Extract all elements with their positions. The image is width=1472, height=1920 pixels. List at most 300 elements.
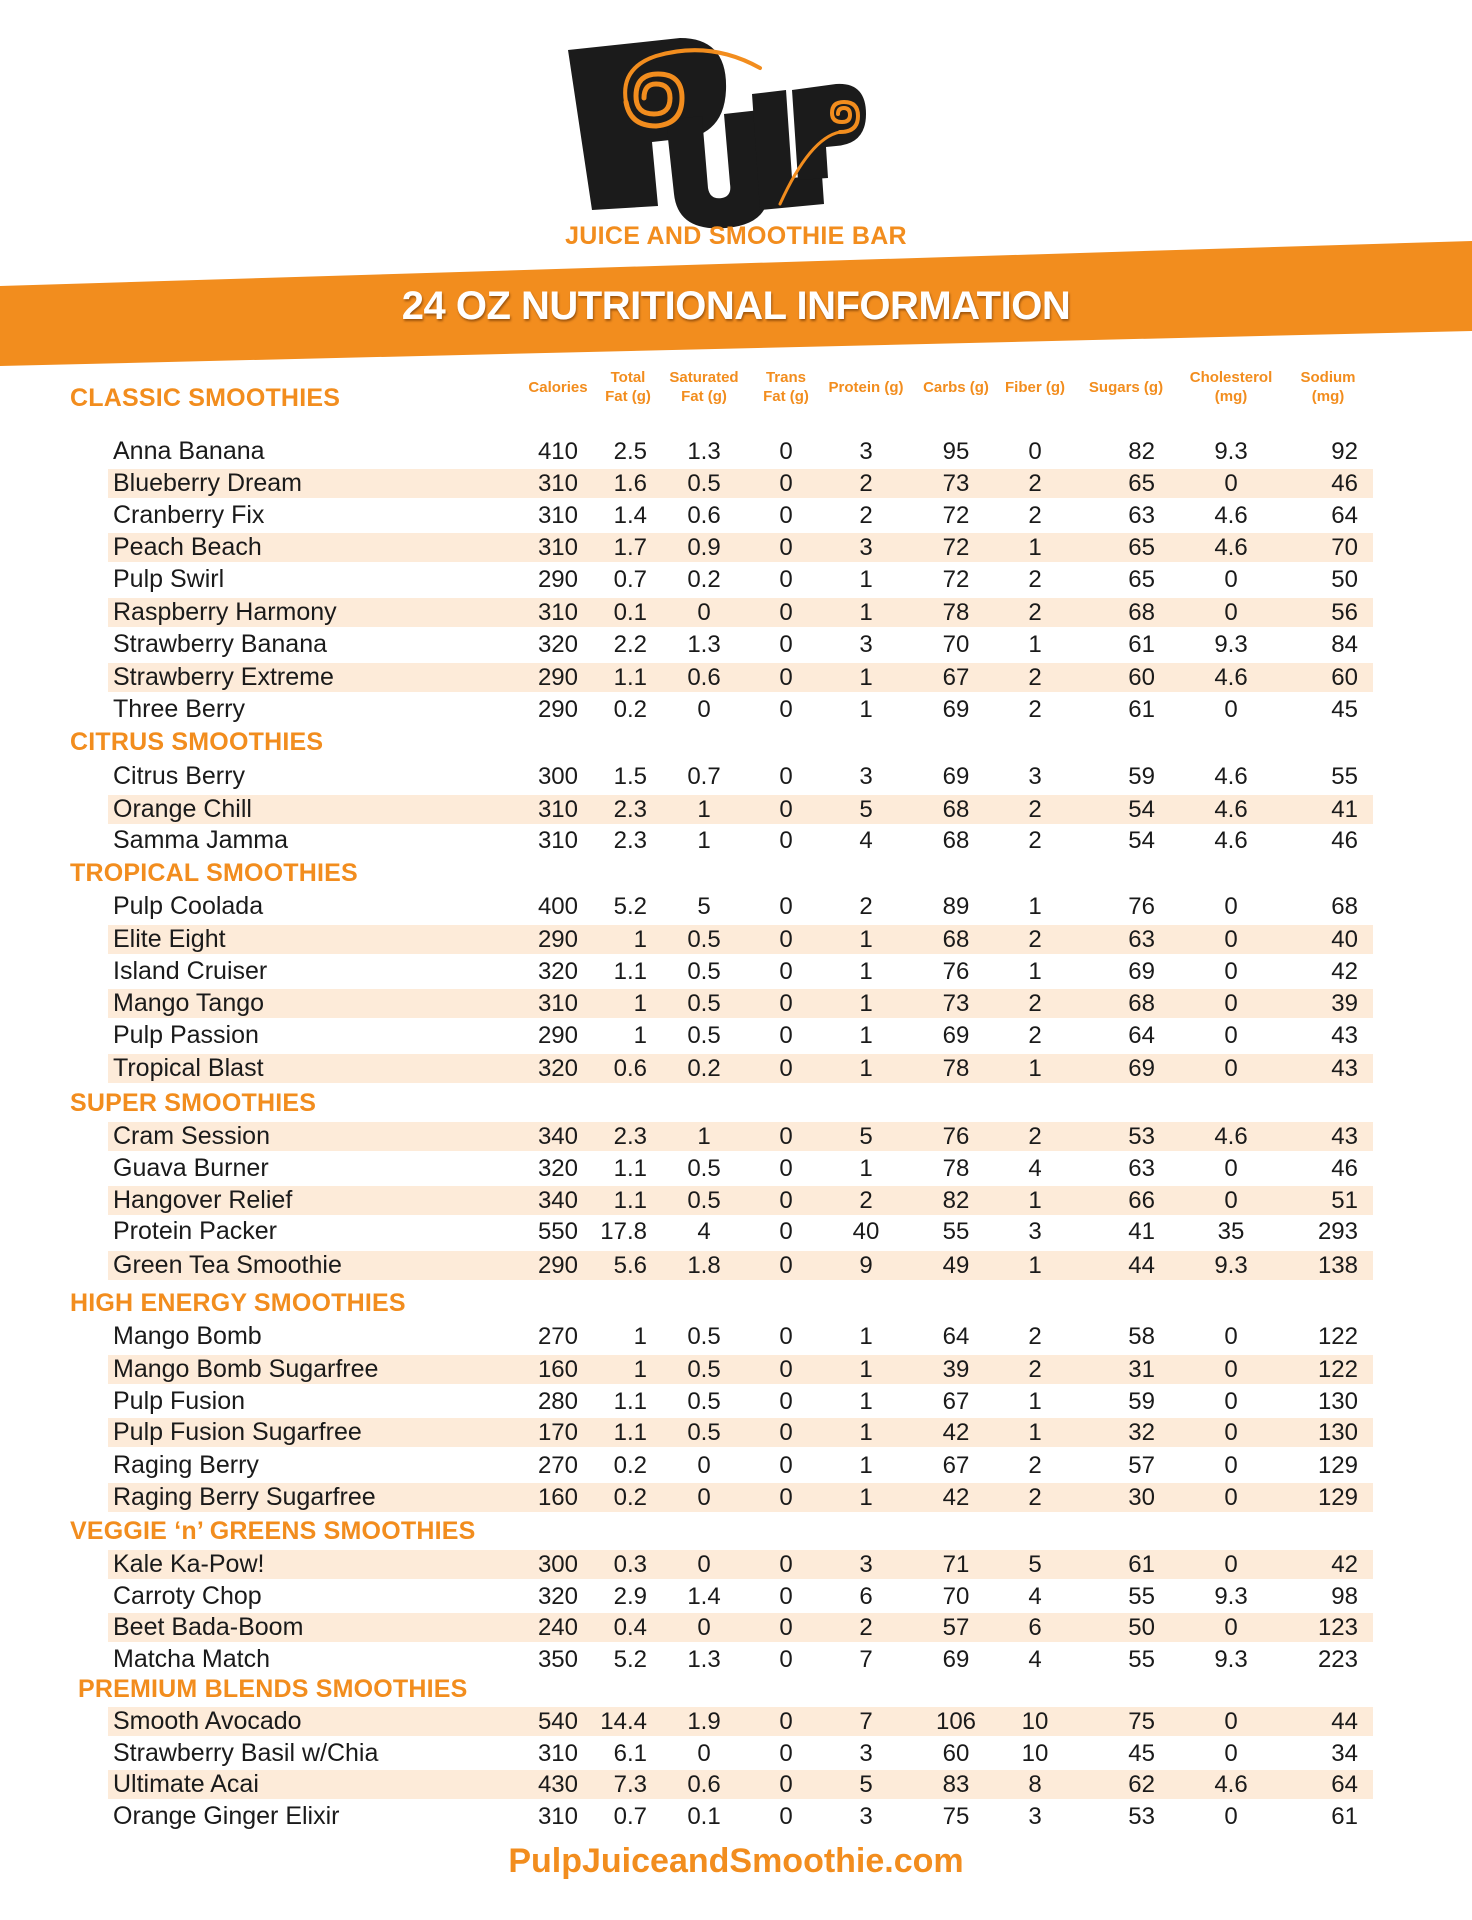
nutrition-value: 63 — [1128, 926, 1155, 953]
nutrition-value: 310 — [537, 599, 578, 626]
nutrition-value: 76 — [1128, 893, 1155, 920]
nutrition-value: 9 — [859, 1252, 873, 1279]
section-title: SUPER SMOOTHIES — [70, 1089, 317, 1117]
nutrition-value: 0 — [779, 696, 793, 723]
nutrition-value: 40 — [852, 1218, 880, 1245]
item-name: Citrus Berry — [113, 762, 245, 790]
nutrition-value: 0 — [1224, 470, 1238, 497]
nutrition-value: 1.8 — [687, 1252, 721, 1279]
nutrition-value: 0 — [1224, 696, 1238, 723]
nutrition-value: 57 — [1128, 1452, 1155, 1479]
nutrition-value: 42 — [1331, 1551, 1358, 1578]
nutrition-value: 78 — [942, 1155, 970, 1182]
nutrition-value: 2 — [859, 502, 873, 529]
table-row — [108, 1550, 1373, 1579]
table-row — [108, 1613, 1373, 1642]
nutrition-value: 138 — [1317, 1252, 1358, 1279]
nutrition-value: 50 — [1128, 1614, 1155, 1641]
nutrition-value: 39 — [942, 1356, 970, 1383]
table-row — [108, 1355, 1373, 1384]
nutrition-value: 32 — [1128, 1419, 1155, 1446]
nutrition-value: 2 — [1028, 1484, 1042, 1511]
nutrition-value: 3 — [859, 1740, 873, 1767]
nutrition-value: 5 — [1028, 1551, 1042, 1578]
nutrition-value: 55 — [1128, 1583, 1155, 1610]
nutrition-value: 1.4 — [687, 1583, 721, 1610]
item-name: Kale Ka-Pow! — [113, 1550, 265, 1578]
nutrition-value: 45 — [1128, 1740, 1155, 1767]
nutrition-value: 2 — [1028, 1323, 1042, 1350]
nutrition-value: 0.2 — [687, 566, 721, 593]
nutrition-value: 2 — [1028, 1022, 1042, 1049]
nutrition-value: 0.5 — [687, 1419, 721, 1446]
nutrition-value: 290 — [537, 566, 578, 593]
nutrition-value: 0 — [697, 1551, 711, 1578]
nutrition-value: 63 — [1128, 502, 1155, 529]
nutrition-value: 1 — [1028, 1055, 1042, 1082]
nutrition-value: 43 — [1331, 1022, 1358, 1049]
nutrition-value: 1 — [859, 990, 873, 1017]
nutrition-value: 1 — [633, 1323, 647, 1350]
item-name: Tropical Blast — [113, 1054, 264, 1082]
item-name: Mango Bomb — [113, 1322, 262, 1350]
nutrition-value: 0 — [779, 1055, 793, 1082]
item-name: Beet Bada-Boom — [113, 1613, 304, 1641]
nutrition-value: 1 — [1028, 631, 1042, 658]
nutrition-value: 310 — [537, 796, 578, 823]
nutrition-value: 290 — [537, 926, 578, 953]
item-name: Cram Session — [113, 1122, 270, 1150]
nutrition-value: 61 — [1331, 1803, 1358, 1830]
nutrition-value: 350 — [537, 1646, 578, 1673]
nutrition-value: 68 — [942, 926, 970, 953]
nutrition-value: 0 — [779, 1708, 793, 1735]
nutrition-value: 2 — [1028, 1452, 1042, 1479]
nutrition-value: 0.5 — [687, 958, 721, 985]
nutrition-value: 1.1 — [613, 664, 647, 691]
column-header: Fiber (g) — [1005, 378, 1065, 396]
nutrition-value: 59 — [1128, 1388, 1155, 1415]
nutrition-value: 310 — [537, 1740, 578, 1767]
nutrition-value: 0 — [779, 1452, 793, 1479]
nutrition-value: 0 — [1224, 1187, 1238, 1214]
nutrition-value: 0 — [1028, 438, 1042, 465]
nutrition-value: 2 — [1028, 990, 1042, 1017]
nutrition-value: 0.4 — [613, 1614, 647, 1641]
nutrition-value: 2.3 — [613, 796, 647, 823]
item-name: Peach Beach — [113, 533, 262, 561]
nutrition-value: 70 — [1331, 534, 1358, 561]
nutrition-value: 69 — [1128, 958, 1155, 985]
nutrition-value: 72 — [942, 502, 970, 529]
nutrition-value: 2 — [1028, 1123, 1042, 1150]
nutrition-value: 0 — [1224, 893, 1238, 920]
table-row — [108, 695, 1373, 724]
nutrition-value: 0 — [779, 1484, 793, 1511]
nutrition-value: 0 — [779, 502, 793, 529]
nutrition-value: 4 — [1028, 1646, 1042, 1673]
nutrition-value: 0.7 — [613, 566, 647, 593]
nutrition-value: 123 — [1317, 1614, 1358, 1641]
nutrition-value: 2 — [859, 893, 873, 920]
item-name: Pulp Coolada — [113, 892, 264, 920]
nutrition-value: 3 — [859, 1803, 873, 1830]
page-title: 24 OZ NUTRITIONAL INFORMATION — [401, 284, 1071, 328]
nutrition-value: 270 — [537, 1452, 578, 1479]
nutrition-value: 1.5 — [613, 763, 647, 790]
nutrition-value: 68 — [1331, 893, 1358, 920]
nutrition-value: 240 — [537, 1614, 578, 1641]
section-title: CLASSIC SMOOTHIES — [70, 384, 341, 412]
nutrition-value: 3 — [859, 438, 873, 465]
nutrition-value: 4 — [859, 827, 873, 854]
nutrition-value: 60 — [942, 1740, 970, 1767]
nutrition-value: 2 — [1028, 796, 1042, 823]
nutrition-value: 4.6 — [1214, 827, 1248, 854]
nutrition-value: 310 — [537, 1803, 578, 1830]
section-title: PREMIUM BLENDS SMOOTHIES — [78, 1675, 468, 1703]
nutrition-value: 1 — [1028, 958, 1042, 985]
nutrition-value: 0.7 — [687, 763, 721, 790]
table-row — [108, 565, 1373, 594]
nutrition-value: 17.8 — [600, 1218, 647, 1245]
nutrition-value: 1 — [697, 796, 711, 823]
nutrition-value: 5.6 — [613, 1252, 647, 1279]
nutrition-value: 67 — [942, 1388, 970, 1415]
nutrition-value: 0 — [1224, 1614, 1238, 1641]
nutrition-value: 55 — [1331, 763, 1358, 790]
nutrition-value: 0 — [1224, 1356, 1238, 1383]
nutrition-value: 0.5 — [687, 926, 721, 953]
nutrition-value: 0.5 — [687, 1323, 721, 1350]
nutrition-value: 5.2 — [613, 893, 647, 920]
nutrition-value: 2 — [1028, 696, 1042, 723]
nutrition-value: 0.2 — [613, 696, 647, 723]
nutrition-value: 1 — [859, 1388, 873, 1415]
nutrition-value: 1 — [859, 1055, 873, 1082]
nutrition-value: 0 — [779, 664, 793, 691]
nutrition-value: 68 — [1128, 599, 1155, 626]
nutrition-value: 40 — [1331, 926, 1358, 953]
item-name: Three Berry — [113, 695, 245, 723]
nutrition-value: 3 — [859, 534, 873, 561]
item-name: Strawberry Basil w/Chia — [113, 1739, 379, 1767]
nutrition-value: 0 — [1224, 1484, 1238, 1511]
nutrition-value: 1.1 — [613, 1155, 647, 1182]
nutrition-value: 0 — [779, 1252, 793, 1279]
nutrition-value: 2 — [859, 1187, 873, 1214]
item-name: Ultimate Acai — [113, 1770, 259, 1798]
nutrition-value: 9.3 — [1214, 631, 1248, 658]
section-title: VEGGIE ‘n’ GREENS SMOOTHIES — [70, 1517, 476, 1545]
nutrition-value: 4.6 — [1214, 1771, 1248, 1798]
nutrition-value: 122 — [1317, 1323, 1358, 1350]
nutrition-value: 0.2 — [613, 1484, 647, 1511]
nutrition-value: 1 — [859, 599, 873, 626]
nutrition-value: 64 — [942, 1323, 970, 1350]
nutrition-value: 1 — [859, 1419, 873, 1446]
nutrition-value: 0 — [697, 1484, 711, 1511]
nutrition-value: 1 — [859, 1155, 873, 1182]
nutrition-value: 84 — [1331, 631, 1358, 658]
nutrition-value: 0 — [1224, 1551, 1238, 1578]
nutrition-value: 1 — [633, 990, 647, 1017]
nutrition-value: 69 — [942, 1022, 970, 1049]
nutrition-value: 320 — [537, 1155, 578, 1182]
nutrition-value: 83 — [942, 1771, 970, 1798]
nutrition-value: 65 — [1128, 470, 1155, 497]
nutrition-value: 69 — [1128, 1055, 1155, 1082]
nutrition-value: 39 — [1331, 990, 1358, 1017]
nutrition-value: 95 — [942, 438, 970, 465]
nutrition-value: 0 — [779, 1323, 793, 1350]
nutrition-value: 2 — [1028, 1356, 1042, 1383]
nutrition-value: 9.3 — [1214, 1646, 1248, 1673]
nutrition-value: 41 — [1128, 1218, 1155, 1245]
nutrition-value: 290 — [537, 696, 578, 723]
nutrition-value: 0.6 — [613, 1055, 647, 1082]
nutrition-value: 1 — [1028, 1419, 1042, 1446]
nutrition-value: 5 — [697, 893, 711, 920]
nutrition-value: 54 — [1128, 827, 1155, 854]
nutrition-value: 4.6 — [1214, 534, 1248, 561]
nutrition-value: 0.5 — [687, 990, 721, 1017]
nutrition-value: 0 — [1224, 990, 1238, 1017]
nutrition-value: 0 — [779, 1218, 793, 1245]
section-title: CITRUS SMOOTHIES — [70, 728, 324, 756]
nutrition-value: 1 — [859, 1022, 873, 1049]
item-name: Matcha Match — [113, 1645, 271, 1673]
nutrition-value: 0 — [779, 1022, 793, 1049]
nutrition-value: 2 — [859, 470, 873, 497]
nutrition-value: 2 — [859, 1614, 873, 1641]
table-row — [108, 1770, 1373, 1799]
nutrition-value: 1 — [859, 696, 873, 723]
column-header: Cholesterol (mg) — [1189, 369, 1273, 405]
nutrition-value: 223 — [1317, 1646, 1358, 1673]
nutrition-value: 6 — [1028, 1614, 1042, 1641]
nutrition-value: 1.3 — [687, 438, 721, 465]
nutrition-value: 0 — [779, 1155, 793, 1182]
nutrition-value: 290 — [537, 1252, 578, 1279]
item-name: Elite Eight — [113, 925, 226, 953]
nutrition-value: 0.3 — [613, 1551, 647, 1578]
nutrition-value: 65 — [1128, 566, 1155, 593]
nutrition-value: 410 — [537, 438, 578, 465]
nutrition-value: 43 — [1331, 1123, 1358, 1150]
nutrition-value: 340 — [537, 1187, 578, 1214]
table-row — [108, 1418, 1373, 1447]
nutrition-value: 59 — [1128, 763, 1155, 790]
nutrition-value: 1 — [697, 827, 711, 854]
nutrition-value: 290 — [537, 1022, 578, 1049]
nutrition-value: 69 — [942, 696, 970, 723]
nutrition-value: 160 — [537, 1356, 578, 1383]
nutrition-value: 550 — [537, 1218, 578, 1245]
item-name: Pulp Fusion Sugarfree — [113, 1418, 362, 1446]
nutrition-value: 0 — [779, 1803, 793, 1830]
nutrition-value: 0.5 — [687, 1155, 721, 1182]
nutrition-value: 0 — [1224, 1022, 1238, 1049]
nutrition-value: 0 — [779, 958, 793, 985]
item-name: Mango Bomb Sugarfree — [113, 1355, 379, 1383]
nutrition-value: 7 — [859, 1708, 873, 1735]
table-row — [108, 1054, 1373, 1083]
table-row — [108, 1739, 1373, 1768]
nutrition-value: 89 — [942, 893, 970, 920]
nutrition-value: 61 — [1128, 696, 1155, 723]
nutrition-value: 0 — [779, 1388, 793, 1415]
item-name: Island Cruiser — [113, 957, 268, 985]
nutrition-value: 45 — [1331, 696, 1358, 723]
table-row — [108, 533, 1373, 562]
nutrition-value: 0.5 — [687, 1187, 721, 1214]
table-row — [108, 1483, 1373, 1512]
nutrition-value: 130 — [1317, 1419, 1358, 1446]
nutrition-value: 1.1 — [613, 958, 647, 985]
column-header: Carbs (g) — [923, 378, 989, 396]
nutrition-value: 1 — [859, 1452, 873, 1479]
nutrition-value: 0 — [1224, 1323, 1238, 1350]
nutrition-value: 73 — [942, 470, 970, 497]
nutrition-value: 78 — [942, 1055, 970, 1082]
nutrition-value: 3 — [1028, 763, 1042, 790]
nutrition-value: 320 — [537, 631, 578, 658]
column-header: Saturated Fat (g) — [669, 369, 739, 405]
nutrition-value: 340 — [537, 1123, 578, 1150]
nutrition-value: 320 — [537, 1583, 578, 1610]
nutrition-value: 3 — [859, 631, 873, 658]
nutrition-value: 1 — [1028, 1388, 1042, 1415]
table-row — [108, 1322, 1373, 1351]
item-name: Raging Berry — [113, 1451, 259, 1479]
nutrition-value: 8 — [1028, 1771, 1042, 1798]
item-name: Strawberry Banana — [113, 630, 328, 658]
nutrition-value: 60 — [1331, 664, 1358, 691]
nutrition-value: 130 — [1317, 1388, 1358, 1415]
nutrition-value: 0 — [1224, 958, 1238, 985]
nutrition-value: 92 — [1331, 438, 1358, 465]
nutrition-value: 55 — [942, 1218, 970, 1245]
table-row — [108, 437, 1373, 466]
nutrition-value: 2 — [1028, 502, 1042, 529]
nutrition-value: 0 — [1224, 1803, 1238, 1830]
item-name: Protein Packer — [113, 1217, 277, 1245]
nutrition-value: 0 — [779, 1740, 793, 1767]
nutrition-value: 0 — [779, 1551, 793, 1578]
nutrition-value: 4.6 — [1214, 502, 1248, 529]
nutrition-value: 160 — [537, 1484, 578, 1511]
website-link[interactable]: PulpJuiceandSmoothie.com — [508, 1842, 964, 1880]
nutrition-value: 70 — [942, 1583, 970, 1610]
nutrition-value: 64 — [1331, 502, 1358, 529]
nutrition-value: 0 — [779, 893, 793, 920]
nutrition-value: 4.6 — [1214, 664, 1248, 691]
nutrition-value: 34 — [1331, 1740, 1358, 1767]
nutrition-value: 5.2 — [613, 1646, 647, 1673]
nutrition-value: 9.3 — [1214, 438, 1248, 465]
nutrition-value: 76 — [942, 1123, 970, 1150]
item-name: Orange Chill — [113, 795, 252, 823]
item-name: Strawberry Extreme — [113, 663, 334, 691]
table-row — [108, 1582, 1373, 1611]
item-name: Anna Banana — [113, 437, 265, 465]
nutrition-value: 0 — [1224, 1740, 1238, 1767]
tagline: JUICE AND SMOOTHIE BAR — [565, 222, 907, 250]
nutrition-value: 30 — [1128, 1484, 1155, 1511]
nutrition-value: 0.6 — [687, 502, 721, 529]
nutrition-value: 0 — [779, 1187, 793, 1214]
nutrition-value: 69 — [942, 1646, 970, 1673]
nutrition-value: 1 — [859, 566, 873, 593]
nutrition-value: 82 — [942, 1187, 970, 1214]
nutrition-value: 65 — [1128, 534, 1155, 561]
nutrition-value: 1 — [633, 1356, 647, 1383]
nutrition-value: 68 — [942, 827, 970, 854]
nutrition-value: 3 — [859, 763, 873, 790]
nutrition-value: 0.1 — [613, 599, 647, 626]
nutrition-value: 1.3 — [687, 1646, 721, 1673]
item-name: Cranberry Fix — [113, 501, 265, 529]
nutrition-value: 0.9 — [687, 534, 721, 561]
nutrition-value: 2.5 — [613, 438, 647, 465]
nutrition-value: 55 — [1128, 1646, 1155, 1673]
item-name: Blueberry Dream — [113, 469, 302, 497]
nutrition-value: 51 — [1331, 1187, 1358, 1214]
nutrition-value: 71 — [942, 1551, 970, 1578]
nutrition-value: 0 — [779, 827, 793, 854]
nutrition-value: 0.7 — [613, 1803, 647, 1830]
nutrition-value: 0 — [779, 1419, 793, 1446]
column-header: Calories — [528, 378, 588, 396]
nutrition-value: 0 — [779, 1646, 793, 1673]
table-row — [108, 663, 1373, 692]
nutrition-value: 67 — [942, 1452, 970, 1479]
nutrition-value: 72 — [942, 566, 970, 593]
nutrition-value: 64 — [1331, 1771, 1358, 1798]
column-header: Protein (g) — [828, 378, 904, 396]
nutrition-value: 82 — [1128, 438, 1155, 465]
nutrition-value: 0.2 — [613, 1452, 647, 1479]
table-row — [108, 1122, 1373, 1151]
nutrition-value: 1 — [1028, 893, 1042, 920]
nutrition-value: 42 — [1331, 958, 1358, 985]
nutrition-value: 54 — [1128, 796, 1155, 823]
nutrition-value: 76 — [942, 958, 970, 985]
table-row — [108, 598, 1373, 627]
nutrition-value: 0 — [1224, 926, 1238, 953]
nutrition-value: 0 — [779, 1356, 793, 1383]
nutrition-value: 53 — [1128, 1123, 1155, 1150]
nutrition-value: 1.1 — [613, 1187, 647, 1214]
nutrition-value: 0 — [779, 796, 793, 823]
nutrition-value: 1 — [1028, 1252, 1042, 1279]
nutrition-value: 129 — [1317, 1484, 1358, 1511]
nutrition-value: 5 — [859, 1771, 873, 1798]
nutrition-value: 10 — [1021, 1740, 1049, 1767]
table-row — [108, 1021, 1373, 1050]
nutrition-value: 50 — [1331, 566, 1358, 593]
item-name: Hangover Relief — [113, 1186, 293, 1214]
nutrition-value: 72 — [942, 534, 970, 561]
nutrition-value: 0 — [1224, 1452, 1238, 1479]
nutrition-value: 2 — [1028, 566, 1042, 593]
nutrition-value: 2 — [1028, 599, 1042, 626]
nutrition-value: 1.6 — [613, 470, 647, 497]
nutrition-value: 0 — [1224, 1055, 1238, 1082]
nutrition-value: 4 — [697, 1218, 711, 1245]
nutrition-value: 4.6 — [1214, 763, 1248, 790]
